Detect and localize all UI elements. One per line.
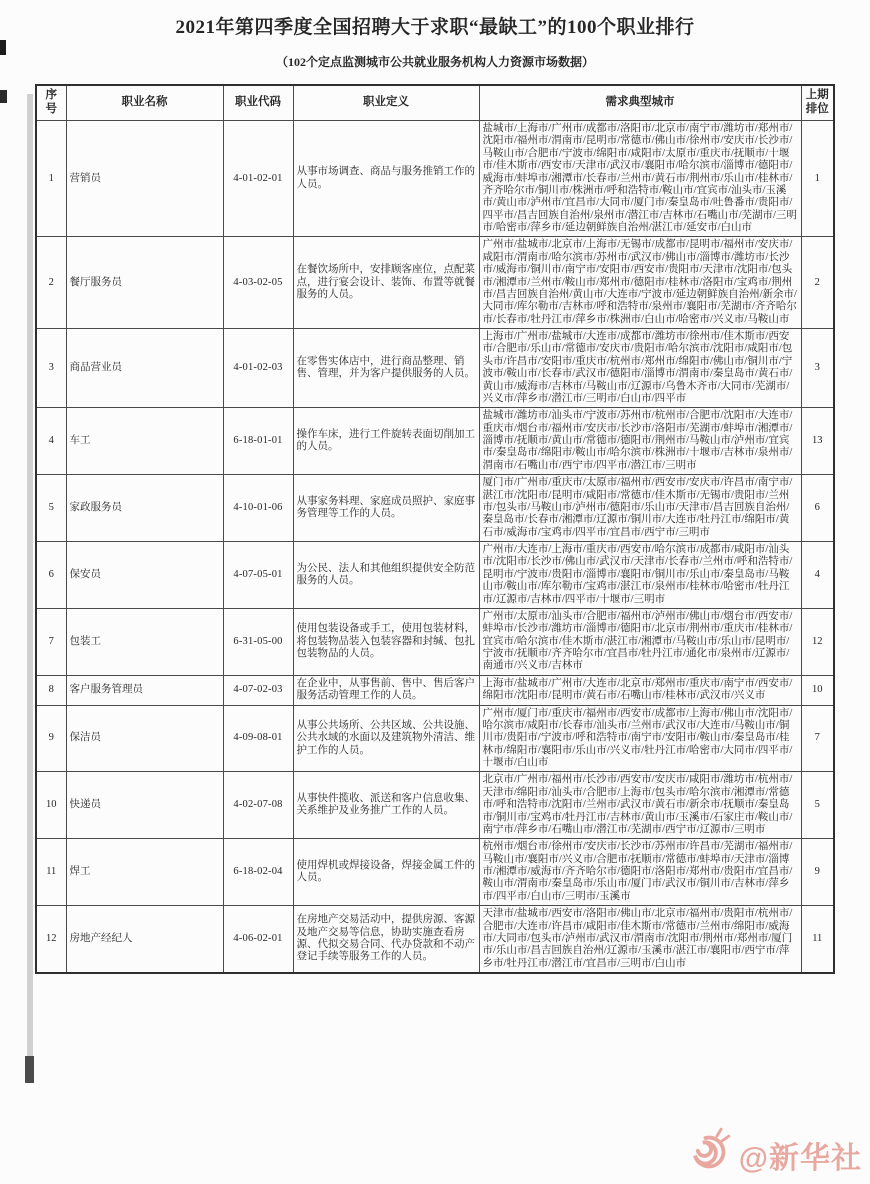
demand-cities: 厦门市/广州市/重庆市/太原市/福州市/西安市/安庆市/许昌市/南宁市/湛江市/沈阳市/昆明市/咸阳市/常德市/佳木斯市/无锡市/贵阳市/兰州市/包头市/马鞍山市/泸州市/德阳市/乐山市/天津市/昌吉回族自治州/秦皇岛市/长春市/湘潭市/辽源市/铜川市/大连市/牡丹江市/绵阳市/黄石市/威海市/宝鸡市/四平市/宜昌市/西宁市/三明市	[479, 475, 801, 542]
occupation-code: 4-02-07-08	[223, 772, 293, 839]
row-index: 7	[36, 608, 66, 675]
previous-rank: 4	[801, 542, 834, 609]
row-index: 5	[36, 475, 66, 542]
occupation-code: 4-07-05-01	[223, 542, 293, 609]
row-index: 11	[36, 839, 66, 906]
previous-rank: 2	[801, 237, 834, 329]
row-index: 8	[36, 675, 66, 705]
table-row	[36, 608, 834, 675]
scan-artifact	[25, 1056, 34, 1083]
table-body	[36, 121, 834, 974]
occupation-name: 营销员	[66, 121, 223, 237]
occupation-definition: 在房地产交易活动中，提供房源、客源及地产交易等信息，协助实施查看房源、代拟交易合同、代办贷款和不动产登记手续等服务工作的人员。	[293, 906, 479, 973]
occupation-code: 4-01-02-03	[223, 329, 293, 408]
occupation-code: 6-31-05-00	[223, 608, 293, 675]
previous-rank: 13	[801, 408, 834, 475]
table-row	[36, 237, 834, 329]
occupation-ranking-table	[35, 84, 835, 974]
table-row	[36, 906, 834, 973]
watermark	[684, 1127, 862, 1182]
occupation-definition: 操作车床，进行工件旋转表面切削加工的人员。	[293, 408, 479, 475]
row-index: 10	[36, 772, 66, 839]
scan-artifact	[27, 94, 33, 1082]
demand-cities: 盐城市/上海市/广州市/成都市/洛阳市/北京市/南宁市/潍坊市/郑州市/沈阳市/福州市/渭南市/昆明市/常德市/佛山市/徐州市/安庆市/长沙市/马鞍山市/合肥市/宁波市/绵阳市/咸阳市/太原市/重庆市/抚顺市/十堰市/佳木斯市/西安市/天津市/武汉市/襄阳市/哈尔滨市/淄博市/德阳市/威海市/蚌埠市/湘潭市/长春市/兰州市/黄石市/荆州市/乐山市/桂林市/齐齐哈尔市/铜川市/株洲市/呼和浩特市/鞍山市/宜宾市/汕头市/玉溪市/黄山市/泸州市/宜昌市/大同市/厦门市/秦皇岛市/吐鲁番市/贵阳市/四平市/昌吉回族自治州/泉州市/潜江市/吉林市/石嘴山市/芜湖市/三明市/哈密市/萍乡市/延边朝鲜族自治州/湛江市/延安市/白山市	[479, 121, 801, 237]
table-row	[36, 329, 834, 408]
occupation-name: 包装工	[66, 608, 223, 675]
occupation-name: 快递员	[66, 772, 223, 839]
previous-rank: 11	[801, 906, 834, 973]
demand-cities: 广州市/盐城市/北京市/上海市/无锡市/成都市/昆明市/福州市/安庆市/咸阳市/渭南市/哈尔滨市/苏州市/武汉市/佛山市/淄博市/潍坊市/长沙市/威海市/铜川市/南宁市/安阳市/西安市/贵阳市/天津市/沈阳市/包头市/湘潭市/兰州市/鞍山市/郑州市/德阳市/桂林市/洛阳市/宝鸡市/荆州市/昌吉回族自治州/黄山市/大连市/宁波市/延边朝鲜族自治州/新余市/大同市/库尔勒市/吉林市/呼和浩特市/泉州市/襄阳市/芜湖市/齐齐哈尔市/长春市/牡丹江市/萍乡市/株洲市/白山市/哈密市/兴义市/马鞍山市	[479, 237, 801, 329]
occupation-definition: 使用包装设备或手工，使用包装材料，将包装物品装入包装容器和封缄、包扎包装物品的人员。	[293, 608, 479, 675]
row-index: 1	[36, 121, 66, 237]
demand-cities: 天津市/盐城市/西安市/洛阳市/佛山市/北京市/福州市/贵阳市/杭州市/合肥市/大连市/许昌市/咸阳市/佳木斯市/常德市/兰州市/绵阳市/威海市/大同市/包头市/泸州市/武汉市/渭南市/沈阳市/荆州市/郑州市/厦门市/乐山市/昌吉回族自治州/辽源市/玉溪市/湛江市/襄阳市/西宁市/萍乡市/牡丹江市/潜江市/宜昌市/三明市/白山市	[479, 906, 801, 973]
page-subtitle: （102个定点监测城市公共就业服务机构人力资源市场数据）	[275, 55, 594, 69]
occupation-name: 商品营业员	[66, 329, 223, 408]
row-index: 9	[36, 705, 66, 772]
occupation-definition: 为公民、法人和其他组织提供安全防范服务的人员。	[293, 542, 479, 609]
demand-cities: 上海市/广州市/盐城市/大连市/成都市/潍坊市/徐州市/佳木斯市/西安市/合肥市/乐山市/常德市/安庆市/贵阳市/哈尔滨市/沈阳市/咸阳市/包头市/许昌市/安阳市/重庆市/杭州市/郑州市/绵阳市/佛山市/铜川市/宁波市/鞍山市/长春市/武汉市/德阳市/淄博市/渭南市/秦皇岛市/黄石市/黄山市/威海市/吉林市/马鞍山市/辽源市/乌鲁木齐市/大同市/芜湖市/兴义市/萍乡市/潜江市/三明市/白山市/四平市	[479, 329, 801, 408]
occupation-name: 保安员	[66, 542, 223, 609]
previous-rank: 6	[801, 475, 834, 542]
occupation-definition: 从事快件揽收、派送和客户信息收集、关系维护及业务推广工作的人员。	[293, 772, 479, 839]
table-row	[36, 705, 834, 772]
occupation-definition: 从事家务料理、家庭成员照护、家庭事务管理等工作的人员。	[293, 475, 479, 542]
previous-rank: 7	[801, 705, 834, 772]
occupation-name: 家政服务员	[66, 475, 223, 542]
demand-cities: 北京市/广州市/福州市/长沙市/西安市/安庆市/咸阳市/潍坊市/杭州市/天津市/绵阳市/汕头市/合肥市/上海市/包头市/哈尔滨市/湘潭市/常德市/呼和浩特市/沈阳市/兰州市/武汉市/黄石市/新余市/抚顺市/秦皇岛市/铜川市/宝鸡市/牡丹江市/吉林市/黄山市/玉溪市/石家庄市/鞍山市/南宁市/萍乡市/石嘴山市/潜江市/芜湖市/西宁市/辽源市/三明市	[479, 772, 801, 839]
table-row	[36, 542, 834, 609]
watermark-handle: @新华社	[738, 1141, 862, 1175]
occupation-name: 餐厅服务员	[66, 237, 223, 329]
occupation-code: 4-03-02-05	[223, 237, 293, 329]
occupation-definition: 使用焊机或焊接设备，焊接金属工件的人员。	[293, 839, 479, 906]
occupation-name: 客户服务管理员	[66, 675, 223, 705]
occupation-code: 4-06-02-01	[223, 906, 293, 973]
occupation-name: 焊工	[66, 839, 223, 906]
column-header-index: 序号	[36, 85, 66, 121]
column-header-occupation-name: 职业名称	[66, 85, 223, 121]
table-row	[36, 675, 834, 705]
previous-rank: 3	[801, 329, 834, 408]
occupation-code: 6-18-02-04	[223, 839, 293, 906]
demand-cities: 广州市/厦门市/重庆市/福州市/西安市/成都市/上海市/佛山市/沈阳市/哈尔滨市/咸阳市/长春市/汕头市/兰州市/武汉市/大连市/马鞍山市/铜川市/贵阳市/宁波市/呼和浩特市/南宁市/安阳市/鞍山市/秦皇岛市/桂林市/绵阳市/襄阳市/乐山市/兴义市/牡丹江市/哈密市/大同市/四平市/十堰市/白山市	[479, 705, 801, 772]
column-header-occupation-code: 职业代码	[223, 85, 293, 121]
xinhua-snail-logo-icon	[684, 1127, 734, 1182]
table-row	[36, 772, 834, 839]
occupation-code: 4-01-02-01	[223, 121, 293, 237]
table-header	[36, 85, 834, 121]
scan-artifact	[0, 90, 7, 103]
previous-rank: 10	[801, 675, 834, 705]
demand-cities: 杭州市/烟台市/徐州市/安庆市/长沙市/苏州市/许昌市/芜湖市/福州市/马鞍山市/襄阳市/兴义市/合肥市/抚顺市/常德市/蚌埠市/天津市/淄博市/湘潭市/威海市/齐齐哈尔市/德阳市/洛阳市/郑州市/贵阳市/宜昌市/鞍山市/渭南市/秦皇岛市/乐山市/厦门市/武汉市/铜川市/吉林市/萍乡市/四平市/白山市/三明市/玉溪市	[479, 839, 801, 906]
row-index: 2	[36, 237, 66, 329]
occupation-name: 房地产经纪人	[66, 906, 223, 973]
occupation-definition: 从事公共场所、公共区域、公共设施、公共水域的水面以及建筑物外清洁、维护工作的人员。	[293, 705, 479, 772]
occupation-code: 4-10-01-06	[223, 475, 293, 542]
row-index: 6	[36, 542, 66, 609]
occupation-code: 6-18-01-01	[223, 408, 293, 475]
occupation-code: 4-07-02-03	[223, 675, 293, 705]
previous-rank: 5	[801, 772, 834, 839]
demand-cities: 广州市/太原市/汕头市/合肥市/福州市/泸州市/佛山市/烟台市/西安市/蚌埠市/长沙市/潍坊市/淄博市/德阳市/北京市/荆州市/重庆市/桂林市/宜宾市/哈尔滨市/佳木斯市/湛江市/湘潭市/马鞍山市/乐山市/昆明市/宁波市/抚顺市/齐齐哈尔市/宜昌市/牡丹江市/通化市/泉州市/辽源市/南通市/兴义市/吉林市	[479, 608, 801, 675]
column-header-previous-rank: 上期排位	[801, 85, 834, 121]
page-title: 2021年第四季度全国招聘大于求职“最缺工”的100个职业排行	[175, 17, 695, 38]
occupation-definition: 在企业中，从事售前、售中、售后客户服务活动管理工作的人员。	[293, 675, 479, 705]
table-row	[36, 408, 834, 475]
previous-rank: 9	[801, 839, 834, 906]
table-row	[36, 839, 834, 906]
previous-rank: 12	[801, 608, 834, 675]
table-row	[36, 121, 834, 237]
row-index: 4	[36, 408, 66, 475]
previous-rank: 1	[801, 121, 834, 237]
demand-cities: 上海市/盐城市/广州市/大连市/北京市/郑州市/重庆市/南宁市/西安市/绵阳市/沈阳市/昆明市/黄石市/石嘴山市/桂林市/武汉市/兴义市	[479, 675, 801, 705]
column-header-demand-cities: 需求典型城市	[479, 85, 801, 121]
occupation-definition: 在零售实体店中，进行商品整理、销售、管理，并为客户提供服务的人员。	[293, 329, 479, 408]
demand-cities: 广州市/大连市/上海市/重庆市/西安市/哈尔滨市/成都市/咸阳市/汕头市/沈阳市/长沙市/佛山市/武汉市/天津市/长春市/兰州市/呼和浩特市/昆明市/宁波市/贵阳市/淄博市/襄阳市/铜川市/乐山市/秦皇岛市/马鞍山市/鞍山市/库尔勒市/宝鸡市/湛江市/泉州市/桂林市/哈密市/牡丹江市/辽源市/吉林市/四平市/十堰市/三明市	[479, 542, 801, 609]
occupation-definition: 从事市场调查、商品与服务推销工作的人员。	[293, 121, 479, 237]
occupation-code: 4-09-08-01	[223, 705, 293, 772]
row-index: 12	[36, 906, 66, 973]
row-index: 3	[36, 329, 66, 408]
occupation-name: 车工	[66, 408, 223, 475]
table-row	[36, 475, 834, 542]
demand-cities: 盐城市/潍坊市/汕头市/宁波市/苏州市/杭州市/合肥市/沈阳市/大连市/重庆市/烟台市/福州市/安庆市/长沙市/洛阳市/芜湖市/蚌埠市/湘潭市/淄博市/抚顺市/黄山市/常德市/德阳市/荆州市/马鞍山市/泸州市/宜宾市/秦皇岛市/绵阳市/鞍山市/哈尔滨市/株洲市/十堰市/吉林市/泉州市/渭南市/石嘴山市/西宁市/四平市/潜江市/三明市	[479, 408, 801, 475]
occupation-definition: 在餐饮场所中，安排顾客座位，点配菜点，进行宴会设计、装饰、布置等就餐服务的人员。	[293, 237, 479, 329]
column-header-occupation-definition: 职业定义	[293, 85, 479, 121]
occupation-name: 保洁员	[66, 705, 223, 772]
